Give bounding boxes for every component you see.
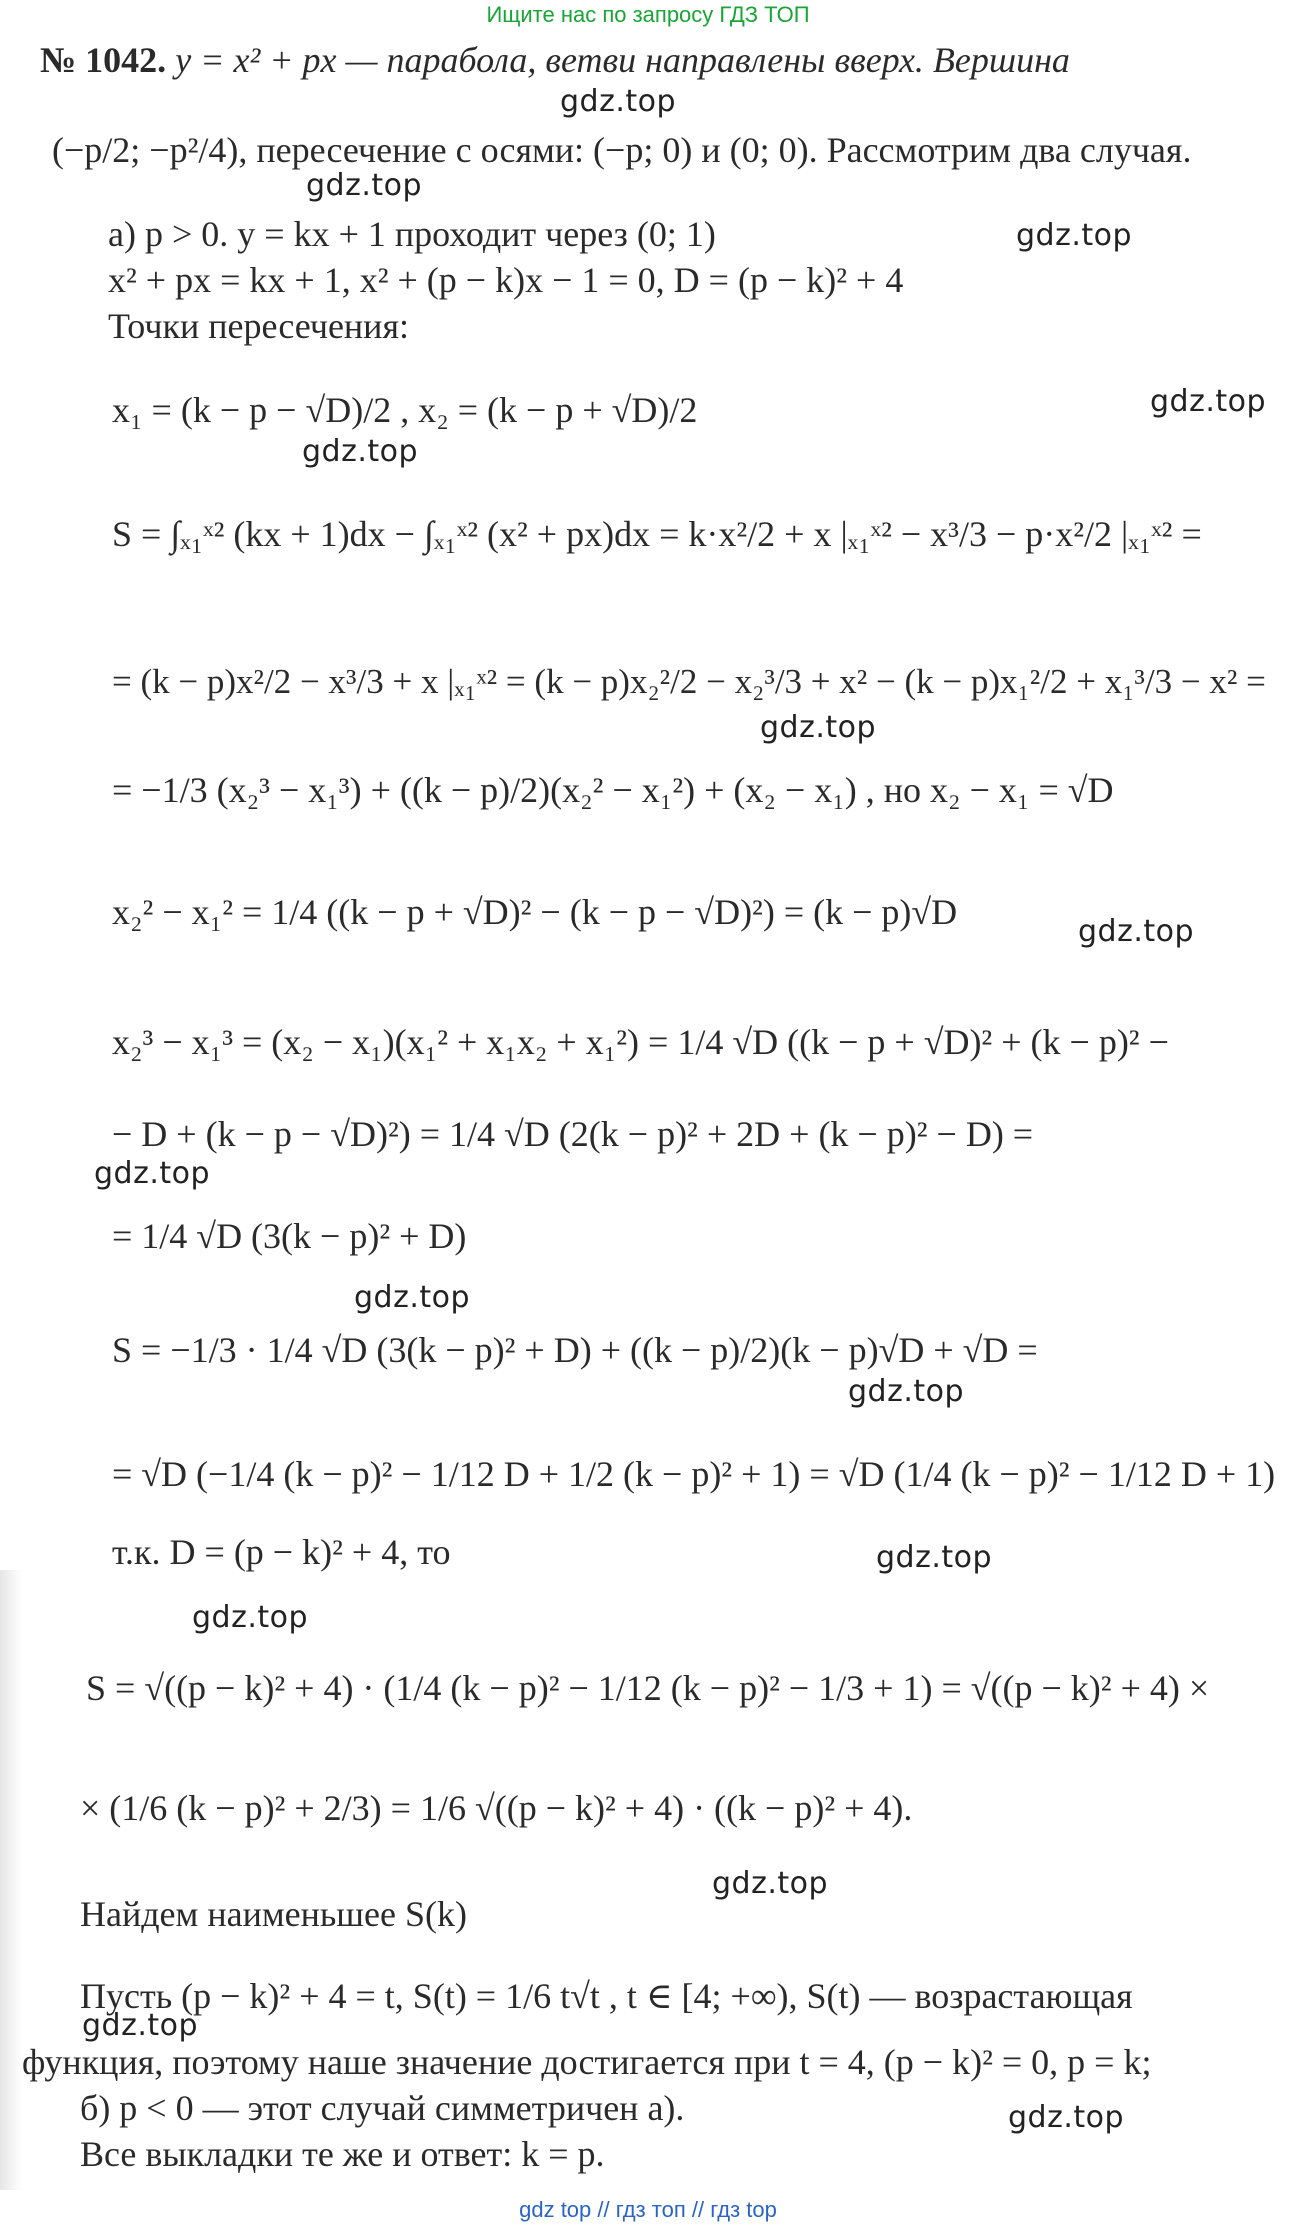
equation-line: x² + px = kx + 1, x² + (p − k)x − 1 = 0, D = (p − k)² + 4 [108, 260, 904, 300]
squares-difference: x₂² − x₁² = 1/4 ((k − p + √D)² − (k − p − √D)²) = (k − p)√D [112, 892, 958, 932]
watermark: gdz.top [876, 1540, 993, 1575]
minimize-heading: Найдем наименьшее S(k) [80, 1894, 467, 1934]
answer-line: Все выкладки те же и ответ: k = p. [80, 2134, 605, 2174]
cubes-difference-cont: − D + (k − p − √D)²) = 1/4 √D (2(k − p)² + 2D + (k − p)² − D) = [112, 1114, 1034, 1154]
area-substitution: S = −1/3 · 1/4 √D (3(k − p)² + D) + ((k − p)/2)(k − p)√D + √D = [112, 1330, 1038, 1370]
watermark: gdz.top [1008, 2100, 1125, 2135]
problem-line-2: (−p/2; −p²/4), пересечение с осями: (−p; 0) и (0; 0). Рассмотрим два случая. [52, 130, 1192, 170]
roots-formula: x₁ = (k − p − √D)/2 , x₂ = (k − p + √D)/2 [112, 390, 698, 430]
case-b-line: б) p < 0 — этот случай симметричен а). [80, 2088, 685, 2128]
cubes-result: = 1/4 √D (3(k − p)² + D) [112, 1216, 467, 1256]
watermark: gdz.top [712, 1866, 829, 1901]
area-simplified: = −1/3 (x₂³ − x₁³) + ((k − p)/2)(x₂² − x₁²) + (x₂ − x₁) , но x₂ − x₁ = √D [112, 770, 1114, 810]
watermark: gdz.top [760, 710, 877, 745]
top-banner: Ищите нас по запросу ГДЗ ТОП [486, 2, 810, 27]
watermark: gdz.top [1150, 384, 1267, 419]
discriminant-note: т.к. D = (p − k)² + 4, то [112, 1532, 451, 1572]
case-a-line: а) p > 0. y = kx + 1 проходит через (0; 1) [108, 214, 716, 254]
area-expansion: = (k − p)x²/2 − x³/3 + x |ₓ₁ˣ² = (k − p)x₂²/2 − x₂³/3 + x² − (k − p)x₁²/2 + x₁³/3 − x² = [112, 662, 1266, 701]
conclusion-line: функция, поэтому наше значение достигается при t = 4, (p − k)² = 0, p = k; [22, 2042, 1152, 2082]
area-factored: = √D (−1/4 (k − p)² − 1/12 D + 1/2 (k − p)² + 1) = √D (1/4 (k − p)² − 1/12 D + 1) [112, 1454, 1276, 1494]
area-integral: S = ∫ₓ₁ˣ² (kx + 1)dx − ∫ₓ₁ˣ² (x² + px)dx = k·x²/2 + x |ₓ₁ˣ² − x³/3 − p·x²/2 |ₓ₁ˣ² = [112, 514, 1202, 554]
watermark: gdz.top [1078, 914, 1195, 949]
watermark: gdz.top [306, 168, 423, 203]
watermark: gdz.top [354, 1280, 471, 1315]
watermark: gdz.top [192, 1600, 309, 1635]
watermark: gdz.top [82, 2008, 199, 2043]
watermark: gdz.top [1016, 218, 1133, 253]
intersection-heading: Точки пересечения: [108, 306, 410, 346]
area-final-form: × (1/6 (k − p)² + 2/3) = 1/6 √((p − k)² + 4) · ((k − p)² + 4). [80, 1788, 913, 1828]
problem-statement-1: y = x² + px — парабола, ветви направлены вверх. Вершина [175, 40, 1070, 80]
substitution-t: Пусть (p − k)² + 4 = t, S(t) = 1/6 t√t , t ∈ [4; +∞), S(t) — возрастающая [80, 1976, 1133, 2016]
watermark: gdz.top [560, 84, 677, 119]
problem-line-1 [40, 38, 1070, 82]
watermark: gdz.top [302, 434, 419, 469]
watermark: gdz.top [94, 1156, 211, 1191]
cubes-difference: x₂³ − x₁³ = (x₂ − x₁)(x₁² + x₁x₂ + x₁²) = 1/4 √D ((k − p + √D)² + (k − p)² − [112, 1022, 1169, 1062]
watermark: gdz.top [848, 1374, 965, 1409]
area-in-terms-of-p-k: S = √((p − k)² + 4) · (1/4 (k − p)² − 1/12 (k − p)² − 1/3 + 1) = √((p − k)² + 4) × [86, 1668, 1210, 1708]
problem-number: № 1042. [40, 40, 167, 80]
bottom-banner: gdz top // гдз топ // гдз top [519, 2197, 777, 2222]
page-edge-shadow [0, 1570, 22, 2190]
